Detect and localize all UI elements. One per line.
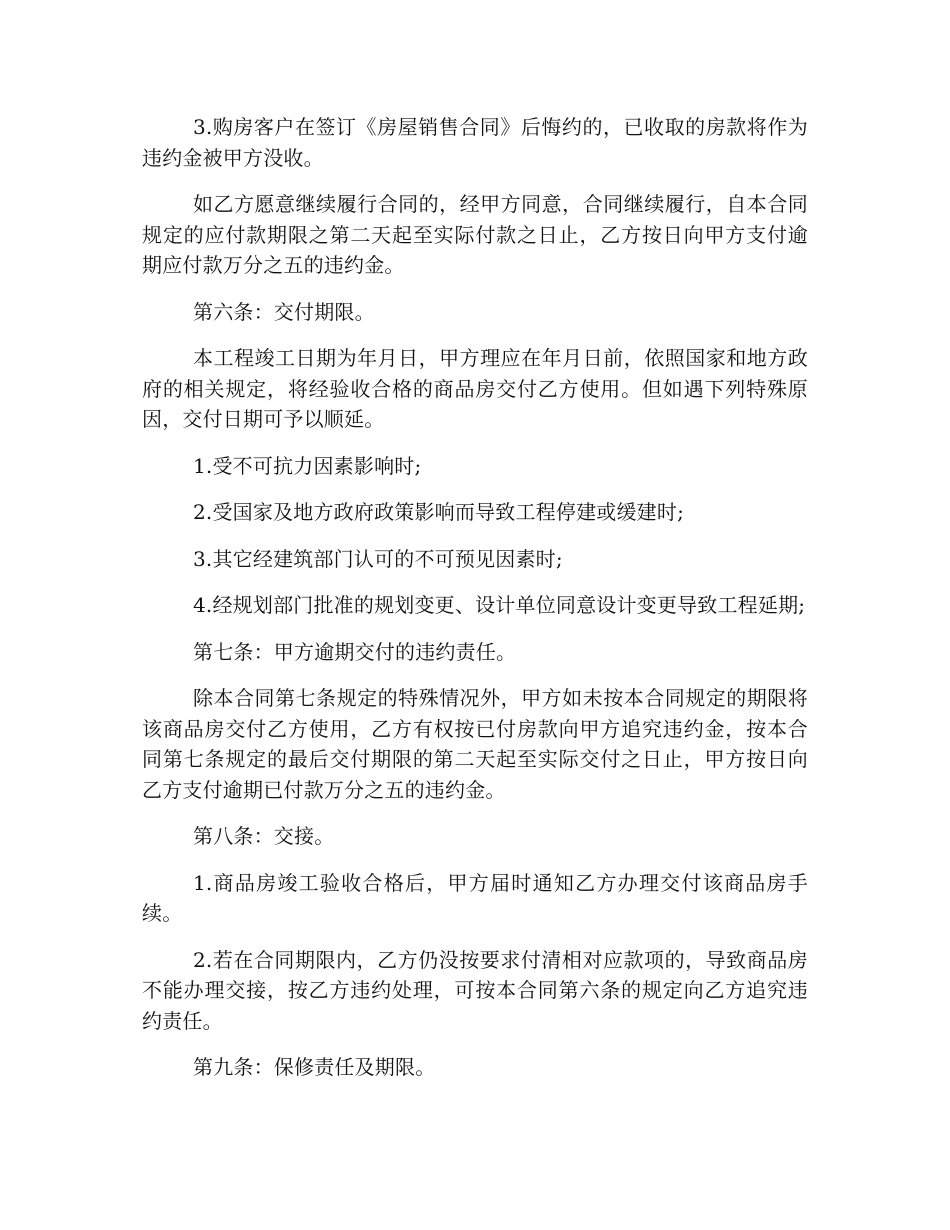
list-item-handover-default: 2.若在合同期限内，乙方仍没按要求付清相对应款项的，导致商品房不能办理交接，按乙方违约处理，可按本合同第六条的规定向乙方追究违约责任。 <box>142 947 808 1033</box>
list-item-handover-notice: 1.商品房竣工验收合格后，甲方届时通知乙方办理交付该商品房手续。 <box>142 870 808 925</box>
article-6-heading: 第六条：交付期限。 <box>193 299 375 324</box>
document-body <box>142 112 808 1099</box>
paragraph-completion-date: 本工程竣工日期为年月日，甲方理应在年月日前，依照国家和地方政府的相关规定，将经验收合格的商品房交付乙方使用。但如遇下列特殊原因，交付日期可予以顺延。 <box>142 346 808 431</box>
list-item-planning-change: 4.经规划部门批准的规划变更、设计单位同意设计变更导致工程延期; <box>193 593 806 617</box>
paragraph-late-payment-penalty: 如乙方愿意继续履行合同的，经甲方同意，合同继续履行，自本合同规定的应付款期限之第二天起至实际付款之日止，乙方按日向甲方支付逾期应付款万分之五的违约金。 <box>142 192 808 277</box>
article-7-heading: 第七条：甲方逾期交付的违约责任。 <box>193 639 517 664</box>
list-item-policy-impact: 2.受国家及地方政府政策影响而导致工程停建或缓建时; <box>193 500 685 524</box>
paragraph-late-delivery-penalty: 除本合同第七条规定的特殊情况外，甲方如未按本合同规定的期限将该商品房交付乙方使用，乙方有权按已付房款向甲方追究违约金，按本合同第七条规定的最后交付期限的第二天起至实际交付之日止，甲方按日向乙方支付逾期已付款万分之五的违约金。 <box>142 686 808 802</box>
article-8-heading: 第八条：交接。 <box>193 824 335 848</box>
article-9-heading: 第九条：保修责任及期限。 <box>193 1055 436 1079</box>
paragraph-forfeit-deposit: 3.购房客户在签订《房屋销售合同》后悔约的，已收取的房款将作为违约金被甲方没收。 <box>142 115 808 170</box>
list-item-force-majeure: 1.受不可抗力因素影响时; <box>193 453 422 478</box>
list-item-unforeseen-factors: 3.其它经建筑部门认可的不可预见因素时; <box>193 546 563 571</box>
